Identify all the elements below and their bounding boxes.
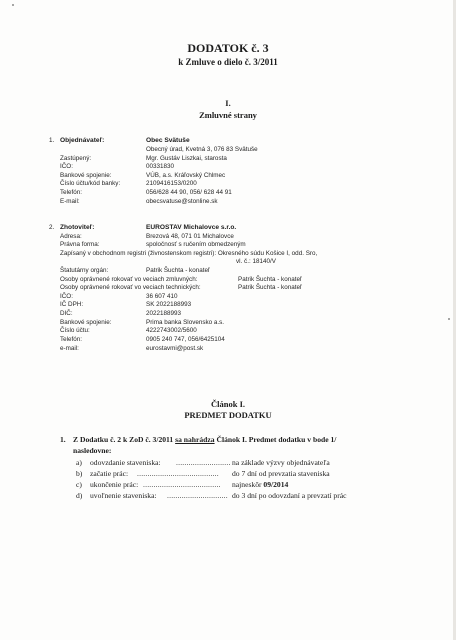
section-number: I. xyxy=(225,98,231,108)
party2-icdph-value: SK 2022188993 xyxy=(146,301,192,308)
party2-bank-value: Prima banka Slovensko a.s. xyxy=(146,319,225,326)
party2-technical-persons-label: Osoby oprávnené rokovať vo veciach technických: xyxy=(60,284,201,291)
party2-icdph-label: IČ DPH: xyxy=(60,301,84,308)
section-title: Zmluvné strany xyxy=(199,110,257,120)
party2-contract-persons-label: Osoby oprávnené rokovať vo veciach zmluvných: xyxy=(60,276,198,283)
party2-name: EUROSTAV Michalovce s.r.o. xyxy=(146,224,237,231)
item-b-label: začatie prác: xyxy=(90,469,129,478)
party1-account-label: Číslo účtu/kód banky: xyxy=(60,180,121,187)
party1-email-label: E-mail: xyxy=(60,198,80,205)
item-d-dots: ............................. xyxy=(167,491,228,500)
article-paragraph-number: 1. xyxy=(60,435,66,444)
party2-address-value: Brezová 48, 071 01 Michalovce xyxy=(146,233,234,240)
article-paragraph xyxy=(73,435,336,444)
article-paragraph-underlined: sa nahrádza xyxy=(175,435,215,444)
party2-number: 2. xyxy=(49,224,55,231)
party2-address-label: Adresa: xyxy=(60,233,82,240)
scan-speck xyxy=(448,318,450,320)
party2-legal-form-label: Právna forma: xyxy=(60,241,100,248)
party1-address: Obecný úrad, Kvetná 3, 076 83 Svätuše xyxy=(146,146,258,153)
party1-email-value: obecsvatuse@stonline.sk xyxy=(146,198,218,205)
item-b-value: do 7 dní od prevzatia staveniska xyxy=(232,469,330,478)
party1-name: Obec Svätuše xyxy=(146,137,190,144)
document-subtitle: k Zmluve o dielo č. 3/2011 xyxy=(178,57,278,67)
party2-ico-label: IČO: xyxy=(60,293,73,300)
party1-account-value: 2109416153/0200 xyxy=(146,180,197,187)
party2-technical-persons-value: Patrik Šuchta - konateľ xyxy=(238,284,302,291)
article-heading: Článok I. xyxy=(210,399,245,409)
item-c-date: 09/2014 xyxy=(263,480,289,489)
party1-bank-label: Bankové spojenie: xyxy=(60,172,112,179)
item-d-letter: d) xyxy=(76,491,83,500)
item-a-value: na základe výzvy objednávateľa xyxy=(232,458,330,467)
party1-representative-value: Mgr. Gustáv Liszkai, starosta xyxy=(146,155,227,162)
party1-phone-value: 056/628 44 90, 056/ 628 44 91 xyxy=(146,189,232,196)
party1-bank-value: VÚB, a.s. Kráľovský Chlmec xyxy=(146,172,226,179)
party1-representative-label: Zastúpený: xyxy=(60,155,92,162)
article-paragraph-pre: Z Dodatku č. 2 k ZoD č. 3/2011 xyxy=(73,435,174,444)
party1-ico-label: IČO: xyxy=(60,163,73,170)
item-a-dots: .......................... xyxy=(176,458,231,467)
party2-registry-number: vl. č.: 18140/V xyxy=(236,258,276,265)
item-b-letter: b) xyxy=(76,469,83,478)
party2-account-value: 4222743002/5600 xyxy=(146,327,197,334)
party2-email-value: eurostavmi@post.sk xyxy=(146,345,204,352)
party1-label: Objednávateľ: xyxy=(60,137,105,144)
item-c-dots: ..................................... xyxy=(143,480,221,489)
party2-ico-value: 36 607 410 xyxy=(146,293,178,300)
party2-contract-persons-value: Patrik Šuchta - konateľ xyxy=(238,276,302,283)
article-paragraph-line2: nasledovne: xyxy=(73,446,112,455)
item-a-label: odovzdanie staveniska: xyxy=(90,458,161,467)
item-c-value-text: najneskôr 09/2014 xyxy=(232,480,289,489)
party2-legal-form-value: spoločnosť s ručením obmedzeným xyxy=(146,241,246,248)
article-paragraph-post: Článok I. Predmet dodatku v bode 1/ xyxy=(216,435,337,444)
party2-dic-label: DIČ: xyxy=(60,310,73,317)
item-d-value: do 3 dní po odovzdaní a prevzatí prác xyxy=(232,491,347,500)
party2-phone-value: 0905 240 747, 056/6425104 xyxy=(146,336,225,343)
party2-account-label: Číslo účtu: xyxy=(60,327,90,334)
item-a-letter: a) xyxy=(76,458,82,467)
party2-registry-line: Zapísaný v obchodnom registri (živnostenskom registri): Okresného súdu Košice I, odd. Sro, xyxy=(60,250,318,257)
document-title: DODATOK č. 3 xyxy=(187,41,269,55)
item-c-label: ukončenie prác: xyxy=(90,480,139,489)
party2-email-label: e-mail: xyxy=(60,345,79,352)
party2-dic-value: 2022188993 xyxy=(146,310,182,317)
article-title: PREDMET DODATKU xyxy=(184,410,272,420)
party2-statutory-value: Patrik Šuchta - konateľ xyxy=(146,267,210,274)
party1-ico-value: 00331830 xyxy=(146,163,175,170)
party2-bank-label: Bankové spojenie: xyxy=(60,319,112,326)
item-c-value xyxy=(232,480,288,489)
item-d-label: uvoľnenie staveniska: xyxy=(90,491,157,500)
party2-label: Zhotoviteľ: xyxy=(60,224,95,231)
party2-phone-label: Telefón: xyxy=(60,336,83,343)
party1-number: 1. xyxy=(49,137,55,144)
party2-statutory-label: Štatutárny orgán: xyxy=(60,267,109,274)
item-b-dots: ....................................... xyxy=(137,469,219,478)
party1-phone-label: Telefón: xyxy=(60,189,83,196)
scan-speck xyxy=(12,4,14,6)
item-c-letter: c) xyxy=(76,480,82,489)
